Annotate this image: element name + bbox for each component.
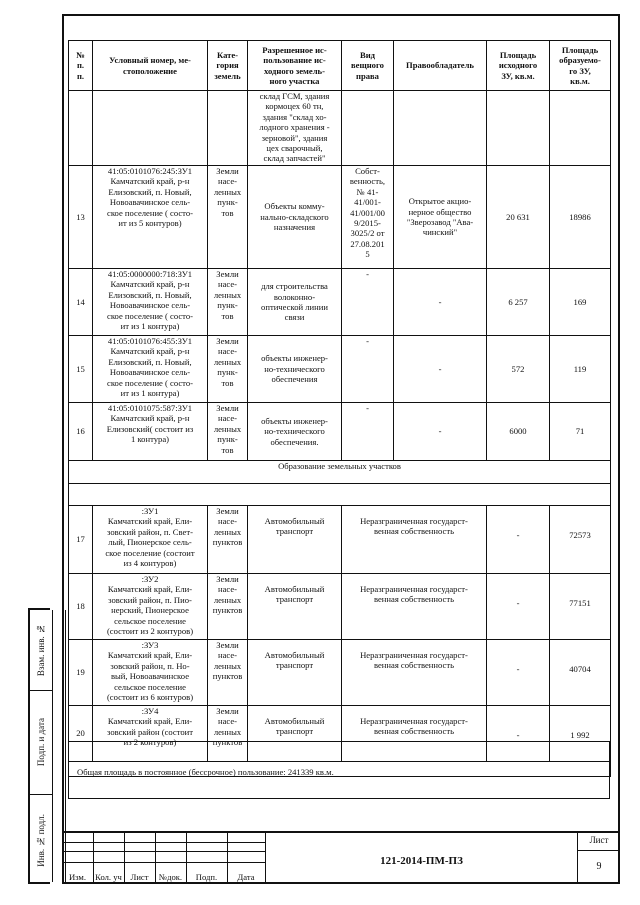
cell-category: Земли насе- ленных пунк- тов	[208, 403, 248, 461]
table-row	[69, 166, 611, 269]
header-num: № п. п.	[69, 41, 93, 91]
cell-location: :ЗУ4 Камчатский край, Ели- зовский район (состоит из 2 контуров)	[93, 706, 208, 762]
table-row	[69, 574, 611, 640]
cell-owner: Неразграниченная государст- венная собственность	[342, 706, 487, 762]
sheet-label: Лист	[589, 835, 609, 845]
row-number: 13	[69, 166, 93, 269]
cell-use: Автомобильный транспорт	[248, 640, 342, 706]
cell-location: :ЗУ2 Камчатский край, Ели- зовский район, п. Пио- нерский, Пионерское сельское поселение (состоит из 2 контуров)	[93, 574, 208, 640]
stamp-podp: Подп.	[195, 872, 218, 882]
cell-category: Земли насе- ленных пунктов	[208, 574, 248, 640]
cell-use: объекты инженер- но-технического обеспечения	[248, 336, 342, 403]
table-row	[69, 336, 611, 403]
cell-new-area: 1 992	[550, 706, 611, 762]
cell-src-area: 6000	[487, 403, 550, 461]
cell-category: Земли насе- ленных пунк- тов	[208, 166, 248, 269]
cell-use: для строительства волоконно- оптической линии связи	[248, 269, 342, 336]
side-podp: Подп. и дата	[36, 717, 46, 767]
cell-right: Собст- венность, № 41- 41/001- 41/001/00 9/2015- 3025/2 от 27.08.201 5	[342, 166, 394, 269]
header-new-area: Площадь образуемо- го ЗУ, кв.м.	[550, 41, 611, 91]
cell-src-area: -	[487, 506, 550, 574]
header-right: Вид вещного права	[342, 41, 394, 91]
sheet-number: 9	[596, 861, 602, 872]
row-number: 16	[69, 403, 93, 461]
cell-location: 41:05:0101076:245:ЗУ1 Камчатский край, р-н Елизовский, п. Новый, Новоавачинское сель- ское поселение ( состо- ит из 5 контуров)	[93, 166, 208, 269]
cell-src-area: -	[487, 574, 550, 640]
side-inv: Инв. № подл.	[36, 813, 46, 867]
row-number: 19	[69, 640, 93, 706]
cell-owner: Неразграниченная государст- венная собственность	[342, 640, 487, 706]
cell-new-area: 72573	[550, 506, 611, 574]
cell-category: Земли насе- ленных пунктов	[208, 706, 248, 762]
table-row	[69, 403, 611, 461]
cell-use: склад ГСМ, здания кормоцех 60 тн, здания "склад хо- лодного хранения - зерновой", здания цех сварочный, склад запчастей"	[248, 91, 342, 166]
cell-use: Автомобильный транспорт	[248, 506, 342, 574]
table-row	[69, 91, 611, 166]
side-vzam: Взам. инв. №	[36, 623, 46, 677]
header-owner: Правообладатель	[394, 41, 487, 91]
cell-new-area: 119	[550, 336, 611, 403]
title-block	[62, 831, 620, 884]
cell-src-area: -	[487, 640, 550, 706]
document-code: 121-2014-ПМ-ПЗ	[380, 855, 463, 867]
cell-owner: Неразграниченная государст- венная собственность	[342, 506, 487, 574]
header-src-area: Площадь исходного ЗУ, кв.м.	[487, 41, 550, 91]
cell-src-area: -	[487, 706, 550, 762]
land-table	[68, 40, 611, 777]
cell-right: -	[342, 269, 394, 336]
side-strip	[28, 608, 50, 884]
row-number: 20	[69, 706, 93, 762]
cell-location: :ЗУ1 Камчатский край, Ели- зовский район, п. Свет- лый, Пионерское сель- ское поселение (состоит из 4 контуров)	[93, 506, 208, 574]
cell-new-area: 18986	[550, 166, 611, 269]
cell-owner: -	[394, 336, 487, 403]
cell-location: :ЗУ3 Камчатский край, Ели- зовский район, п. Но- вый, Новоавачинское сельское поселение (состоит из 6 контуров)	[93, 640, 208, 706]
cell-owner: Открытое акцио- нерное общество "Зверозавод "Ава- чинский"	[394, 166, 487, 269]
cell-src-area: 6 257	[487, 269, 550, 336]
table-row	[69, 506, 611, 574]
cell-location: 41:05:0101076:455:ЗУ1 Камчатский край, р-н Елизовский, п. Новый, Новоавачинское сель- ское поселение ( состо- ит из 1 контура)	[93, 336, 208, 403]
cell-category: Земли насе- ленных пунктов	[208, 506, 248, 574]
cell-use: объекты инженер- но-технического обеспечения.	[248, 403, 342, 461]
header-row	[69, 41, 611, 91]
cell-new-area: 169	[550, 269, 611, 336]
header-category: Кате- гория земель	[208, 41, 248, 91]
header-use: Разрешенное ис- пользование ис- ходного земель- ного участка	[248, 41, 342, 91]
cell-owner: -	[394, 403, 487, 461]
total-area-text: Общая площадь в постоянное (бессрочное) пользование: 241339 кв.м.	[77, 767, 334, 777]
cell-use: Автомобильный транспорт	[248, 574, 342, 640]
cell-new-area: 71	[550, 403, 611, 461]
cell-use: Автомобильный транспорт	[248, 706, 342, 762]
row-number: 14	[69, 269, 93, 336]
cell-use: Объекты комму- нально-складского назначения	[248, 166, 342, 269]
row-number: 18	[69, 574, 93, 640]
row-number: 15	[69, 336, 93, 403]
cell-src-area: 572	[487, 336, 550, 403]
cell-owner: Неразграниченная государст- венная собственность	[342, 574, 487, 640]
cell-src-area: 20 631	[487, 166, 550, 269]
header-location: Условный номер, ме- стоположение	[93, 41, 208, 91]
table-row	[69, 640, 611, 706]
cell-owner: -	[394, 269, 487, 336]
total-area-note	[68, 741, 610, 799]
table-row	[69, 269, 611, 336]
section-title: Образование земельных участков	[69, 461, 611, 484]
stamp-list: Лист	[130, 872, 149, 882]
cell-location: 41:05:0101075:587:ЗУ1 Камчатский край, р-н Елизовский( состоит из 1 контура)	[93, 403, 208, 461]
stamp-izm: Изм.	[68, 872, 87, 882]
section-row	[69, 461, 611, 484]
stamp-kol: Кол. уч	[95, 872, 122, 882]
cell-right: -	[342, 403, 394, 461]
cell-category: Земли насе- ленных пунктов	[208, 640, 248, 706]
cell-new-area: 40704	[550, 640, 611, 706]
cell-new-area: 77151	[550, 574, 611, 640]
stamp-data: Дата	[237, 872, 255, 882]
cell-location: 41:05:0000000:718:ЗУ1 Камчатский край, р-н Елизовский, п. Новый, Новоавачинское сель- ское поселение ( состо- ит из 1 контура)	[93, 269, 208, 336]
stamp-ndok: №док.	[158, 872, 183, 882]
cell-category: Земли насе- ленных пунк- тов	[208, 336, 248, 403]
row-number: 17	[69, 506, 93, 574]
cell-right: -	[342, 336, 394, 403]
cell-category: Земли насе- ленных пунк- тов	[208, 269, 248, 336]
